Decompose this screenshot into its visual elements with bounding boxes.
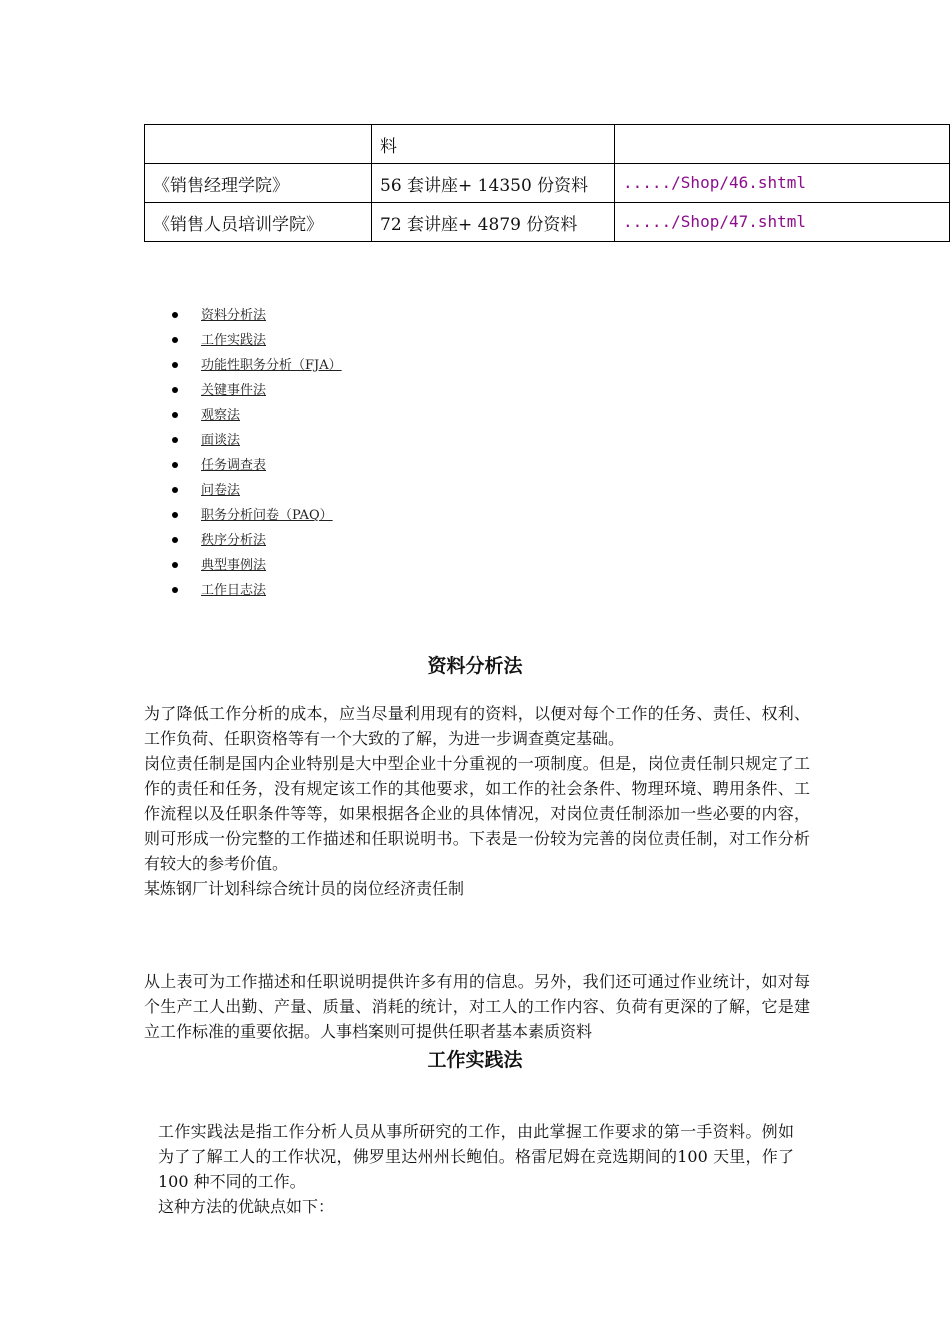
bullet-icon <box>172 312 178 318</box>
table-cell-link <box>615 164 950 203</box>
resource-table <box>144 124 950 242</box>
paragraph: 这种方法的优缺点如下： <box>158 1197 335 1216</box>
table-cell-desc: 72 套讲座+ 4879 份资料 <box>372 203 615 242</box>
list-item <box>172 380 342 405</box>
list-item <box>172 430 342 455</box>
list-item <box>172 555 342 580</box>
bullet-icon <box>172 537 178 543</box>
section-body <box>144 969 810 1044</box>
list-item <box>172 330 342 355</box>
toc-link[interactable]: 关键事件法 <box>201 383 267 398</box>
section-heading: 资料分析法 <box>427 655 523 677</box>
bullet-icon <box>172 337 178 343</box>
paragraph: 岗位责任制是国内企业特别是大中型企业十分重视的一项制度。但是，岗位责任制只规定了工作的责任和任务，没有规定该工作的其他要求，如工作的社会条件、物理环境、聘用条件、工作流程以及任职条件等等，如果根据各企业的具体情况，对岗位责任制添加一些必要的内容，则可形成一份完整的工作描述和任职说明书。下表是一份较为完善的岗位责任制，对工作分析有较大的参考价值。 <box>144 754 810 873</box>
toc-link[interactable]: 面谈法 <box>201 433 241 448</box>
table-cell-desc: 料 <box>372 125 615 164</box>
table-row <box>145 164 950 203</box>
toc-link[interactable]: 功能性职务分析（FJA） <box>201 358 342 373</box>
bullet-icon <box>172 387 178 393</box>
paragraph: 从上表可为工作描述和任职说明提供许多有用的信息。另外，我们还可通过作业统计，如对每个生产工人出勤、产量、质量、消耗的统计，对工人的工作内容、负荷有更深的了解，它是建立工作标准的重要依据。人事档案则可提供任职者基本素质资料 <box>144 972 810 1041</box>
table-row <box>145 125 950 164</box>
list-item <box>172 355 342 380</box>
section-heading: 工作实践法 <box>427 1049 523 1071</box>
toc-link[interactable]: 资料分析法 <box>201 308 267 323</box>
table-cell-desc: 56 套讲座+ 14350 份资料 <box>372 164 615 203</box>
bullet-icon <box>172 512 178 518</box>
bullet-icon <box>172 462 178 468</box>
paragraph: 某炼钢厂计划科综合统计员的岗位经济责任制 <box>144 879 465 898</box>
list-item <box>172 530 342 555</box>
toc-link[interactable]: 秩序分析法 <box>201 533 267 548</box>
section-body <box>144 701 810 901</box>
toc-link[interactable]: 工作日志法 <box>201 583 267 598</box>
toc-link[interactable]: 任务调查表 <box>201 458 267 473</box>
shop-link[interactable]: ...../Shop/46.shtml <box>623 173 807 192</box>
toc-link[interactable]: 职务分析问卷（PAQ） <box>201 508 333 523</box>
section-body <box>158 1119 794 1219</box>
table-cell-name: 《销售人员培训学院》 <box>145 203 372 242</box>
bullet-icon <box>172 562 178 568</box>
toc-link[interactable]: 观察法 <box>201 408 241 423</box>
paragraph: 为了降低工作分析的成本，应当尽量利用现有的资料，以便对每个工作的任务、责任、权利、工作负荷、任职资格等有一个大致的了解，为进一步调查奠定基础。 <box>144 704 810 748</box>
shop-link[interactable]: ...../Shop/47.shtml <box>623 212 807 231</box>
list-item <box>172 505 342 530</box>
list-item <box>172 305 342 330</box>
table-cell-link <box>615 125 950 164</box>
toc-link[interactable]: 工作实践法 <box>201 333 267 348</box>
list-item <box>172 405 342 430</box>
paragraph: 工作实践法是指工作分析人员从事所研究的工作，由此掌握工作要求的第一手资料。例如为了了解工人的工作状况，佛罗里达州州长鲍伯。格雷尼姆在竞选期间的100 天里，作了100 种不同的工作。 <box>158 1122 794 1191</box>
table-cell-name <box>145 125 372 164</box>
bullet-icon <box>172 412 178 418</box>
list-item <box>172 455 342 480</box>
toc-link[interactable]: 典型事例法 <box>201 558 267 573</box>
bullet-icon <box>172 362 178 368</box>
bullet-icon <box>172 587 178 593</box>
list-item <box>172 480 342 505</box>
table-row <box>145 203 950 242</box>
toc-link[interactable]: 问卷法 <box>201 483 241 498</box>
table-cell-link <box>615 203 950 242</box>
bullet-icon <box>172 487 178 493</box>
list-item <box>172 580 342 605</box>
bullet-icon <box>172 437 178 443</box>
table-cell-name: 《销售经理学院》 <box>145 164 372 203</box>
method-list <box>172 305 342 605</box>
